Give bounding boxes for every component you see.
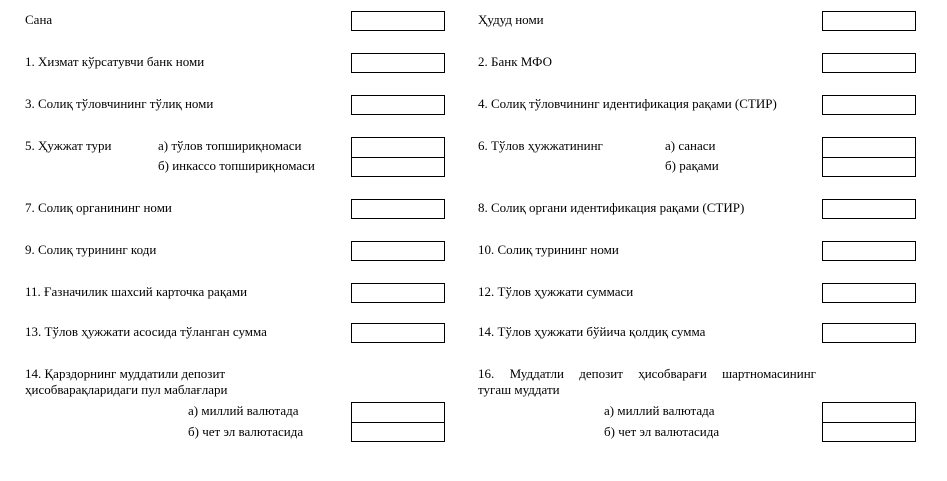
field-debtor-deposit-foreign[interactable] (351, 422, 445, 442)
label-balance-amount: 14. Тўлов ҳужжати бўйича қолдиқ сумма (478, 324, 706, 339)
label-doc-type: 5. Ҳужжат тури (25, 138, 112, 153)
field-tax-name[interactable] (822, 241, 916, 261)
label-payer-stir: 4. Солиқ тўловчининг идентификация рақами (СТИР) (478, 96, 777, 111)
field-tax-code[interactable] (351, 241, 445, 261)
field-doc-type-b[interactable] (351, 157, 445, 177)
field-tax-authority-stir[interactable] (822, 199, 916, 219)
field-sana[interactable] (351, 11, 445, 31)
field-payment-doc-date[interactable] (822, 137, 916, 157)
field-debtor-deposit-national[interactable] (351, 402, 445, 422)
label-debtor-deposit-foreign: б) чет эл валютасида (188, 424, 304, 439)
field-paid-amount[interactable] (351, 323, 445, 343)
field-deposit-term-national[interactable] (822, 402, 916, 422)
label-deposit-term-line1: 16. Муддатли депозит ҳисобварағи шартномасининг (478, 366, 816, 381)
label-payment-doc-number: б) рақами (665, 158, 719, 173)
field-balance-amount[interactable] (822, 323, 916, 343)
field-doc-type-a[interactable] (351, 137, 445, 157)
field-tax-authority[interactable] (351, 199, 445, 219)
label-paid-amount: 13. Тўлов ҳужжати асосида тўланган сумма (25, 324, 267, 339)
label-deposit-term-foreign: б) чет эл валютасида (604, 424, 720, 439)
label-tax-authority-stir: 8. Солиқ органи идентификация рақами (СТИР) (478, 200, 745, 215)
field-doc-amount[interactable] (822, 283, 916, 303)
label-debtor-deposit-national: а) миллий валютада (188, 403, 299, 418)
label-deposit-term-line2: тугаш муддати (478, 382, 560, 397)
label-bank-name: 1. Хизмат кўрсатувчи банк номи (25, 54, 205, 69)
field-deposit-term-foreign[interactable] (822, 422, 916, 442)
field-hudud[interactable] (822, 11, 916, 31)
field-bank-name[interactable] (351, 53, 445, 73)
label-sana: Сана (25, 12, 53, 27)
field-bank-mfo[interactable] (822, 53, 916, 73)
label-doc-type-b: б) инкассо топшириқномаси (158, 158, 315, 173)
label-tax-authority: 7. Солиқ органининг номи (25, 200, 172, 215)
label-debtor-deposit-line2: ҳисобварақларидаги пул маблағлари (25, 382, 228, 397)
field-treasury-card[interactable] (351, 283, 445, 303)
field-payment-doc-number[interactable] (822, 157, 916, 177)
label-treasury-card: 11. Ғазначилик шахсий карточка рақами (25, 284, 248, 299)
label-hudud: Ҳудуд номи (478, 12, 544, 27)
field-payer-name[interactable] (351, 95, 445, 115)
label-deposit-term-national: а) миллий валютада (604, 403, 715, 418)
label-payment-doc-date: а) санаси (665, 138, 716, 153)
label-debtor-deposit-line1: 14. Қарздорнинг муддатили депозит (25, 366, 226, 381)
label-payment-doc: 6. Тўлов ҳужжатининг (478, 138, 603, 153)
label-tax-code: 9. Солиқ турининг коди (25, 242, 157, 257)
label-bank-mfo: 2. Банк МФО (478, 54, 552, 69)
label-doc-type-a: а) тўлов топшириқномаси (158, 138, 302, 153)
field-payer-stir[interactable] (822, 95, 916, 115)
label-payer-name: 3. Солиқ тўловчининг тўлиқ номи (25, 96, 214, 111)
label-tax-name: 10. Солиқ турининг номи (478, 242, 619, 257)
label-doc-amount: 12. Тўлов ҳужжати суммаси (478, 284, 634, 299)
